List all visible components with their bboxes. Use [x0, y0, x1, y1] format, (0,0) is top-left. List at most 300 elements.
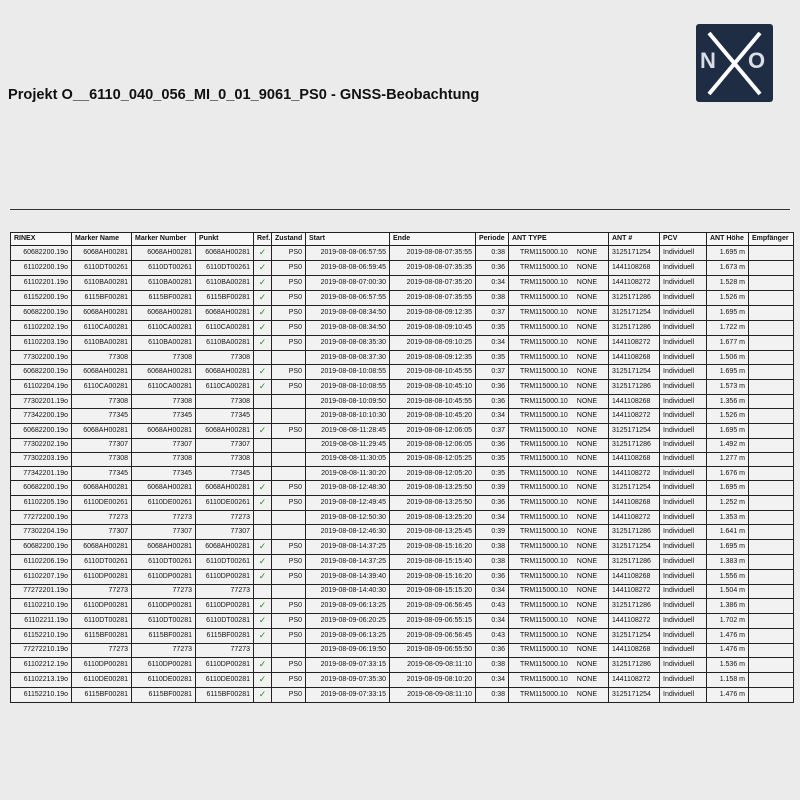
cell-empf: [749, 291, 794, 306]
cell-pcv: Individuell: [660, 657, 707, 672]
cell-ende: 2019-08-08-13:25:45: [390, 525, 476, 539]
cell-ant_no: 1441108272: [609, 584, 660, 598]
cell-periode: 0:37: [476, 365, 509, 380]
cell-hoehe: 1.476 m: [707, 643, 749, 657]
cell-zustand: PS0: [272, 657, 306, 672]
cell-punkt: 6110DT00281: [196, 613, 254, 628]
cell-punkt: 6110DP00281: [196, 657, 254, 672]
reference-check-icon: [254, 246, 272, 261]
cell-hoehe: 1.695 m: [707, 481, 749, 496]
cell-empf: [749, 276, 794, 291]
cell-ant_no: 1441108272: [609, 511, 660, 525]
ant-type-radome: NONE: [576, 397, 597, 405]
cell-empf: [749, 628, 794, 643]
cell-periode: 0:34: [476, 672, 509, 687]
cell-hoehe: 1.556 m: [707, 569, 749, 584]
ant-type-radome: NONE: [576, 455, 597, 463]
cell-rinex: 61152210.19o: [11, 687, 72, 702]
reference-check-icon: [254, 584, 272, 598]
reference-check-icon: [254, 351, 272, 365]
cell-periode: 0:36: [476, 395, 509, 409]
cell-name: 77307: [72, 438, 132, 452]
cell-ende: 2019-08-09-08:10:20: [390, 672, 476, 687]
cell-periode: 0:39: [476, 525, 509, 539]
cell-rinex: 60682200.19o: [11, 306, 72, 321]
ant-type-radome: NONE: [576, 631, 597, 639]
cell-rinex: 77342200.19o: [11, 409, 72, 423]
cell-empf: [749, 511, 794, 525]
ant-type-model: TRM115000.10: [520, 587, 568, 595]
ant-type-model: TRM115000.10: [520, 675, 568, 683]
cell-ant-type: [509, 598, 609, 613]
cell-empf: [749, 409, 794, 423]
reference-check-icon: [254, 613, 272, 628]
cell-pcv: Individuell: [660, 613, 707, 628]
cell-number: 77273: [132, 643, 196, 657]
cell-rinex: 60682200.19o: [11, 539, 72, 554]
reference-check-icon: [254, 409, 272, 423]
cell-empf: [749, 306, 794, 321]
cell-ant-type: [509, 569, 609, 584]
cell-punkt: 6068AH00281: [196, 423, 254, 438]
table-row: [11, 246, 794, 261]
cell-pcv: Individuell: [660, 438, 707, 452]
cell-pcv: Individuell: [660, 496, 707, 511]
cell-ende: 2019-08-08-10:45:10: [390, 380, 476, 395]
cell-ende: 2019-08-08-09:12:35: [390, 306, 476, 321]
cell-pcv: Individuell: [660, 306, 707, 321]
cell-punkt: 6110CA00281: [196, 380, 254, 395]
cell-start: 2019-08-08-11:29:45: [306, 438, 390, 452]
cell-ant-type: [509, 672, 609, 687]
cell-ende: 2019-08-08-10:45:55: [390, 395, 476, 409]
cell-pcv: Individuell: [660, 380, 707, 395]
check-icon: ✓: [258, 322, 267, 332]
cell-ende: 2019-08-08-15:15:20: [390, 584, 476, 598]
ant-type-radome: NONE: [576, 542, 597, 550]
cell-name: 6110CA00281: [72, 321, 132, 336]
column-header-pcv: PCV: [660, 233, 707, 246]
cell-periode: 0:34: [476, 511, 509, 525]
cell-hoehe: 1.536 m: [707, 657, 749, 672]
ant-type-model: TRM115000.10: [520, 601, 568, 609]
cell-rinex: 61152210.19o: [11, 628, 72, 643]
cell-start: 2019-08-08-07:00:30: [306, 276, 390, 291]
cell-zustand: PS0: [272, 276, 306, 291]
cell-ant_no: 3125171286: [609, 525, 660, 539]
cell-ende: 2019-08-08-12:06:05: [390, 423, 476, 438]
cell-rinex: 60682200.19o: [11, 423, 72, 438]
cell-start: 2019-08-08-14:40:30: [306, 584, 390, 598]
ant-type-radome: NONE: [576, 646, 597, 654]
cell-start: 2019-08-08-11:30:20: [306, 466, 390, 480]
cell-number: 77273: [132, 584, 196, 598]
ant-type-radome: NONE: [576, 616, 597, 624]
cell-zustand: [272, 525, 306, 539]
cell-ant_no: 3125171254: [609, 423, 660, 438]
cell-pcv: Individuell: [660, 643, 707, 657]
cell-rinex: 77302203.19o: [11, 452, 72, 466]
cell-pcv: Individuell: [660, 452, 707, 466]
table-row: [11, 657, 794, 672]
check-icon: ✓: [258, 658, 267, 669]
cell-ant-type: [509, 423, 609, 438]
cell-ant_no: 1441108268: [609, 643, 660, 657]
cell-punkt: 6068AH00281: [196, 365, 254, 380]
cell-empf: [749, 452, 794, 466]
table-row: [11, 584, 794, 598]
cell-name: 77345: [72, 409, 132, 423]
cell-hoehe: 1.492 m: [707, 438, 749, 452]
cell-start: 2019-08-09-07:33:15: [306, 657, 390, 672]
cell-name: 6068AH00281: [72, 539, 132, 554]
cell-ant_no: 1441108272: [609, 336, 660, 351]
cell-number: 77307: [132, 525, 196, 539]
cell-punkt: 6110DE00281: [196, 672, 254, 687]
cell-ant_no: 3125171254: [609, 628, 660, 643]
cell-rinex: 77342201.19o: [11, 466, 72, 480]
cell-hoehe: 1.702 m: [707, 613, 749, 628]
cell-hoehe: 1.695 m: [707, 306, 749, 321]
cell-ant-type: [509, 306, 609, 321]
cell-ant_no: 1441108272: [609, 276, 660, 291]
reference-check-icon: [254, 321, 272, 336]
cell-number: 6110DT00281: [132, 613, 196, 628]
cell-punkt: 6115BF00281: [196, 628, 254, 643]
check-icon: ✓: [258, 497, 267, 508]
reference-check-icon: [254, 496, 272, 511]
cell-hoehe: 1.695 m: [707, 246, 749, 261]
cell-hoehe: 1.673 m: [707, 261, 749, 276]
ant-type-radome: NONE: [576, 411, 597, 419]
check-icon: ✓: [258, 570, 267, 581]
ant-type-model: TRM115000.10: [520, 324, 568, 331]
cell-empf: [749, 365, 794, 380]
cell-periode: 0:43: [476, 598, 509, 613]
ant-type-model: TRM115000.10: [520, 368, 568, 376]
cell-zustand: PS0: [272, 613, 306, 628]
cell-zustand: PS0: [272, 261, 306, 276]
ant-type-radome: NONE: [576, 368, 597, 376]
ant-type-model: TRM115000.10: [520, 646, 568, 654]
check-icon: ✓: [258, 366, 267, 377]
cell-pcv: Individuell: [660, 628, 707, 643]
cell-hoehe: 1.573 m: [707, 380, 749, 395]
table-row: [11, 613, 794, 628]
cell-hoehe: 1.695 m: [707, 539, 749, 554]
check-icon: ✓: [258, 262, 267, 272]
cell-start: 2019-08-08-08:34:50: [306, 321, 390, 336]
cell-ende: 2019-08-08-07:35:20: [390, 276, 476, 291]
cell-number: 77308: [132, 452, 196, 466]
check-icon: ✓: [258, 599, 267, 610]
table-row: [11, 569, 794, 584]
cell-empf: [749, 351, 794, 365]
table-row: [11, 365, 794, 380]
cell-ant_no: 3125171254: [609, 246, 660, 261]
cell-ant-type: [509, 276, 609, 291]
cell-punkt: 6110BA00281: [196, 276, 254, 291]
table-row: [11, 554, 794, 569]
cell-name: 6110DE00261: [72, 496, 132, 511]
cell-ant-type: [509, 613, 609, 628]
cell-zustand: PS0: [272, 628, 306, 643]
cell-ant-type: [509, 584, 609, 598]
cell-name: 77273: [72, 511, 132, 525]
cell-pcv: Individuell: [660, 321, 707, 336]
cell-rinex: 61102202.19o: [11, 321, 72, 336]
cell-start: 2019-08-08-08:35:30: [306, 336, 390, 351]
cell-number: 6110DT00261: [132, 554, 196, 569]
cell-start: 2019-08-08-06:57:55: [306, 291, 390, 306]
cell-start: 2019-08-08-06:59:45: [306, 261, 390, 276]
cell-name: 6110DP00281: [72, 657, 132, 672]
cell-hoehe: 1.695 m: [707, 365, 749, 380]
cell-periode: 0:37: [476, 306, 509, 321]
cell-rinex: 60682200.19o: [11, 365, 72, 380]
cell-number: 6110DE00261: [132, 496, 196, 511]
cell-start: 2019-08-08-10:09:50: [306, 395, 390, 409]
cell-ant_no: 3125171254: [609, 687, 660, 702]
check-icon: ✓: [258, 673, 267, 684]
cell-zustand: PS0: [272, 291, 306, 306]
table-row: [11, 438, 794, 452]
cell-rinex: 77272210.19o: [11, 643, 72, 657]
table-row: [11, 291, 794, 306]
cell-ant_no: 1441108268: [609, 351, 660, 365]
reference-check-icon: [254, 657, 272, 672]
ant-type-model: TRM115000.10: [520, 294, 568, 301]
table-row: [11, 351, 794, 365]
cell-pcv: Individuell: [660, 672, 707, 687]
cell-empf: [749, 613, 794, 628]
ant-type-radome: NONE: [576, 279, 597, 286]
cell-periode: 0:35: [476, 452, 509, 466]
cell-zustand: PS0: [272, 306, 306, 321]
cell-name: 77345: [72, 466, 132, 480]
reference-check-icon: [254, 365, 272, 380]
cell-hoehe: 1.722 m: [707, 321, 749, 336]
cell-punkt: 6115BF00281: [196, 291, 254, 306]
cell-name: 77308: [72, 351, 132, 365]
cell-empf: [749, 496, 794, 511]
cell-ant-type: [509, 380, 609, 395]
cell-name: 6068AH00281: [72, 306, 132, 321]
cell-periode: 0:38: [476, 246, 509, 261]
check-icon: ✓: [258, 688, 267, 699]
cell-rinex: 61102213.19o: [11, 672, 72, 687]
cell-start: 2019-08-08-14:39:40: [306, 569, 390, 584]
cell-zustand: [272, 438, 306, 452]
table-row: [11, 628, 794, 643]
cell-hoehe: 1.695 m: [707, 423, 749, 438]
cell-empf: [749, 466, 794, 480]
cell-name: 6110BA00281: [72, 336, 132, 351]
table-row: [11, 452, 794, 466]
ant-type-radome: NONE: [576, 469, 597, 477]
cell-ant_no: 1441108272: [609, 409, 660, 423]
cell-pcv: Individuell: [660, 687, 707, 702]
cell-zustand: PS0: [272, 423, 306, 438]
cell-periode: 0:36: [476, 380, 509, 395]
ant-type-model: TRM115000.10: [520, 499, 568, 507]
cell-periode: 0:36: [476, 438, 509, 452]
ant-type-model: TRM115000.10: [520, 660, 568, 668]
cell-ant_no: 3125171286: [609, 380, 660, 395]
cell-pcv: Individuell: [660, 395, 707, 409]
ant-type-radome: NONE: [576, 527, 597, 535]
cell-ant-type: [509, 481, 609, 496]
cell-ant-type: [509, 291, 609, 306]
cell-zustand: [272, 643, 306, 657]
cell-punkt: 77273: [196, 511, 254, 525]
cell-zustand: [272, 452, 306, 466]
reference-check-icon: [254, 525, 272, 539]
table-row: [11, 598, 794, 613]
cell-ant-type: [509, 261, 609, 276]
cell-rinex: 77272200.19o: [11, 511, 72, 525]
cell-ant_no: 1441108268: [609, 452, 660, 466]
cell-name: 6110CA00281: [72, 380, 132, 395]
ant-type-model: TRM115000.10: [520, 383, 568, 391]
cell-name: 6110BA00281: [72, 276, 132, 291]
reference-check-icon: [254, 628, 272, 643]
cell-number: 6110DP00281: [132, 657, 196, 672]
cell-number: 6110CA00281: [132, 380, 196, 395]
cell-zustand: [272, 351, 306, 365]
table-row: [11, 409, 794, 423]
cell-pcv: Individuell: [660, 423, 707, 438]
cell-zustand: [272, 511, 306, 525]
cell-periode: 0:36: [476, 643, 509, 657]
cell-ant-type: [509, 525, 609, 539]
ant-type-model: TRM115000.10: [520, 455, 568, 463]
cell-rinex: 61152200.19o: [11, 291, 72, 306]
ant-type-radome: NONE: [576, 660, 597, 668]
cell-punkt: 6110BA00281: [196, 336, 254, 351]
cell-pcv: Individuell: [660, 276, 707, 291]
cell-name: 6068AH00281: [72, 481, 132, 496]
cell-ant-type: [509, 496, 609, 511]
cell-ende: 2019-08-08-13:25:50: [390, 481, 476, 496]
cell-start: 2019-08-08-08:34:50: [306, 306, 390, 321]
ant-type-radome: NONE: [576, 426, 597, 434]
cell-zustand: [272, 466, 306, 480]
cell-rinex: 61102206.19o: [11, 554, 72, 569]
cell-periode: 0:38: [476, 687, 509, 702]
cell-name: 6110DP00281: [72, 569, 132, 584]
cell-ant_no: 3125171286: [609, 657, 660, 672]
check-icon: ✓: [258, 247, 267, 257]
ant-type-model: TRM115000.10: [520, 572, 568, 580]
reference-check-icon: [254, 554, 272, 569]
cell-hoehe: 1.676 m: [707, 466, 749, 480]
reference-check-icon: [254, 539, 272, 554]
cell-periode: 0:38: [476, 657, 509, 672]
cell-rinex: 77302200.19o: [11, 351, 72, 365]
cell-start: 2019-08-09-06:13:25: [306, 628, 390, 643]
column-header-zustand: Zustand: [272, 233, 306, 246]
reference-check-icon: [254, 423, 272, 438]
cell-start: 2019-08-08-10:10:30: [306, 409, 390, 423]
table-row: [11, 423, 794, 438]
check-icon: ✓: [258, 614, 267, 625]
reference-check-icon: [254, 452, 272, 466]
cell-ant-type: [509, 511, 609, 525]
cell-start: 2019-08-08-14:37:25: [306, 554, 390, 569]
cell-empf: [749, 380, 794, 395]
cell-zustand: PS0: [272, 336, 306, 351]
cell-name: 6115BF00281: [72, 687, 132, 702]
cell-zustand: PS0: [272, 554, 306, 569]
cell-punkt: 77307: [196, 438, 254, 452]
cell-rinex: 61102204.19o: [11, 380, 72, 395]
check-icon: ✓: [258, 292, 267, 302]
cell-punkt: 6115BF00281: [196, 687, 254, 702]
cell-empf: [749, 584, 794, 598]
cell-pcv: Individuell: [660, 291, 707, 306]
cell-empf: [749, 336, 794, 351]
cell-zustand: PS0: [272, 321, 306, 336]
cell-punkt: 77345: [196, 409, 254, 423]
cell-pcv: Individuell: [660, 525, 707, 539]
column-header-ant-hoehe: ANT Höhe: [707, 233, 749, 246]
cell-hoehe: 1.476 m: [707, 628, 749, 643]
cell-name: 77308: [72, 395, 132, 409]
cell-pcv: Individuell: [660, 598, 707, 613]
cell-name: 6110DT00261: [72, 261, 132, 276]
cell-pcv: Individuell: [660, 539, 707, 554]
cell-start: 2019-08-08-12:49:45: [306, 496, 390, 511]
ant-type-radome: NONE: [576, 675, 597, 683]
logo-letter-n: N: [700, 48, 716, 73]
cell-ende: 2019-08-08-09:10:25: [390, 336, 476, 351]
ant-type-model: TRM115000.10: [520, 616, 568, 624]
cell-start: 2019-08-08-11:28:45: [306, 423, 390, 438]
cell-number: 77345: [132, 466, 196, 480]
cell-number: 6110DT00261: [132, 261, 196, 276]
cell-zustand: [272, 584, 306, 598]
cell-periode: 0:36: [476, 261, 509, 276]
reference-check-icon: [254, 598, 272, 613]
cell-number: 6068AH00281: [132, 481, 196, 496]
cell-ende: 2019-08-08-09:10:45: [390, 321, 476, 336]
cell-ende: 2019-08-08-15:15:40: [390, 554, 476, 569]
cell-ant-type: [509, 321, 609, 336]
cell-hoehe: 1.277 m: [707, 452, 749, 466]
ant-type-model: TRM115000.10: [520, 279, 568, 286]
cell-start: 2019-08-09-07:35:30: [306, 672, 390, 687]
cell-number: 6068AH00281: [132, 246, 196, 261]
page-title: Projekt O__6110_040_056_MI_0_01_9061_PS0 - GNSS-Beobachtung: [8, 87, 480, 103]
ant-type-radome: NONE: [576, 441, 597, 449]
cell-number: 6068AH00281: [132, 365, 196, 380]
check-icon: ✓: [258, 424, 267, 435]
reference-check-icon: [254, 466, 272, 480]
table-row: [11, 261, 794, 276]
cell-ende: 2019-08-09-06:55:15: [390, 613, 476, 628]
cell-rinex: 61102212.19o: [11, 657, 72, 672]
ant-type-model: TRM115000.10: [520, 426, 568, 434]
column-header-ref: Ref.: [254, 233, 272, 246]
cell-periode: 0:35: [476, 321, 509, 336]
cell-number: 6115BF00281: [132, 687, 196, 702]
cell-ant_no: 3125171286: [609, 438, 660, 452]
cell-number: 77307: [132, 438, 196, 452]
cell-empf: [749, 672, 794, 687]
column-header-periode: Periode: [476, 233, 509, 246]
cell-empf: [749, 481, 794, 496]
